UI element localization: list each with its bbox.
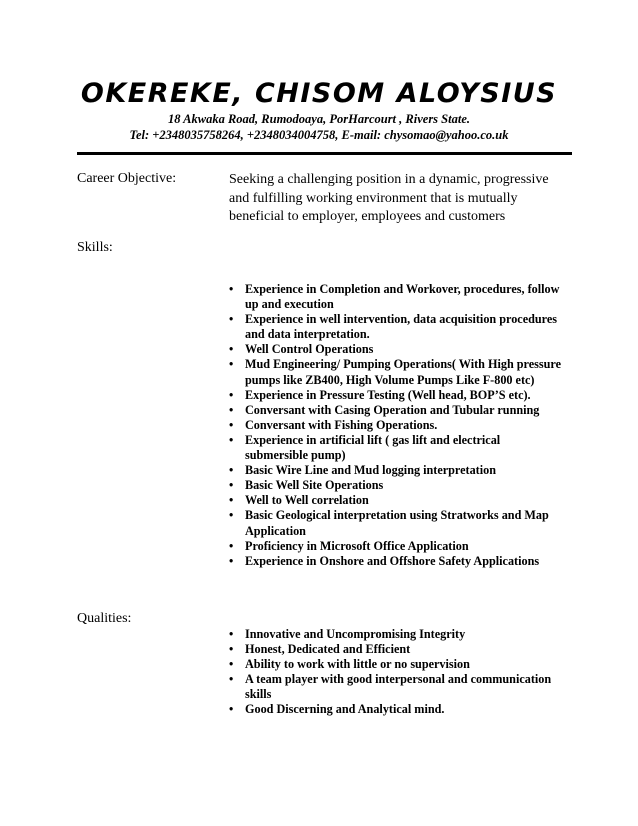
bullet-icon: • — [229, 538, 234, 553]
bullet-icon: • — [229, 642, 234, 657]
list-item — [229, 342, 564, 357]
list-item — [229, 493, 564, 508]
list-item — [229, 627, 564, 642]
header-divider — [77, 152, 572, 155]
list-item-text: Mud Engineering/ Pumping Operations( With High pressure pumps like ZB400, High Volume Pumps Like F-800 etc) — [245, 357, 562, 387]
list-item — [229, 702, 564, 717]
bullet-icon: • — [229, 342, 234, 357]
list-item-text: Experience in Onshore and Offshore Safety Applications — [245, 553, 540, 568]
list-item-text: Experience in Pressure Testing (Well head, BOP’S etc). — [245, 387, 531, 402]
bullet-icon: • — [229, 657, 234, 672]
bullet-icon: • — [229, 432, 234, 447]
list-item-text: Experience in Completion and Workover, procedures, follow up and execution — [245, 282, 560, 312]
list-item — [229, 642, 564, 657]
list-item-text: Basic Well Site Operations — [245, 478, 384, 493]
bullet-icon: • — [229, 357, 234, 372]
list-item — [229, 357, 564, 387]
list-item-text: Well Control Operations — [245, 342, 374, 357]
list-item-text: Conversant with Fishing Operations. — [245, 417, 438, 432]
bullet-icon: • — [229, 508, 234, 523]
bullet-icon: • — [229, 417, 234, 432]
bullet-icon: • — [229, 478, 234, 493]
resume-name: OKEREKE, CHISOM ALOYSIUS — [80, 78, 558, 109]
bullet-icon: • — [229, 402, 234, 417]
list-item-text: Experience in artificial lift ( gas lift and electrical submersible pump) — [245, 432, 501, 463]
bullet-icon: • — [229, 493, 234, 508]
bullet-icon: • — [229, 387, 234, 402]
list-item — [229, 282, 564, 312]
qualities-label: Qualities: — [77, 611, 132, 626]
bullet-icon: • — [229, 702, 234, 717]
skills-label: Skills: — [77, 240, 113, 255]
list-item — [229, 539, 564, 554]
list-item — [229, 312, 564, 342]
list-item — [229, 403, 564, 418]
list-item-text: Conversant with Casing Operation and Tubular running — [245, 402, 540, 417]
list-item-text: Basic Wire Line and Mud logging interpretation — [245, 463, 496, 478]
career-objective-label: Career Objective: — [77, 171, 177, 186]
list-item-text: Experience in well intervention, data acquisition procedures and data interpretation. — [245, 312, 558, 342]
list-item-text: Innovative and Uncompromising Integrity — [245, 627, 466, 641]
list-item — [229, 657, 564, 672]
bullet-icon: • — [229, 672, 234, 687]
list-item — [229, 433, 564, 463]
list-item-text: Proficiency in Microsoft Office Application — [245, 538, 469, 553]
contact-line: Tel: +2348035758264, +2348034004758, E-mail: chysomao@yahoo.co.uk — [129, 128, 509, 142]
list-item — [229, 672, 564, 702]
bullet-icon: • — [229, 627, 234, 641]
bullet-icon: • — [229, 282, 234, 296]
list-item-text: Ability to work with little or no supervision — [245, 657, 470, 672]
list-item-text: Honest, Dedicated and Efficient — [245, 642, 411, 657]
list-item-text: Good Discerning and Analytical mind. — [245, 702, 445, 717]
list-item — [229, 388, 564, 403]
bullet-icon: • — [229, 463, 234, 478]
list-item-text: Well to Well correlation — [245, 493, 369, 508]
bullet-icon: • — [229, 553, 234, 568]
address-line: 18 Akwaka Road, Rumodoaya, PorHarcourt , Rivers State. — [168, 112, 470, 126]
career-objective-text: Seeking a challenging position in a dynamic, progressive and fulfilling working environment that is mutually beneficial to employer, employees and customers — [229, 172, 549, 224]
skills-list — [229, 282, 564, 569]
qualities-list — [229, 627, 564, 718]
bullet-icon: • — [229, 312, 234, 327]
list-item — [229, 508, 564, 538]
list-item — [229, 554, 564, 569]
list-item-text: Basic Geological interpretation using Stratworks and Map Application — [245, 508, 549, 538]
list-item — [229, 478, 564, 493]
list-item — [229, 463, 564, 478]
list-item — [229, 418, 564, 433]
list-item-text: A team player with good interpersonal and communication skills — [245, 672, 552, 702]
